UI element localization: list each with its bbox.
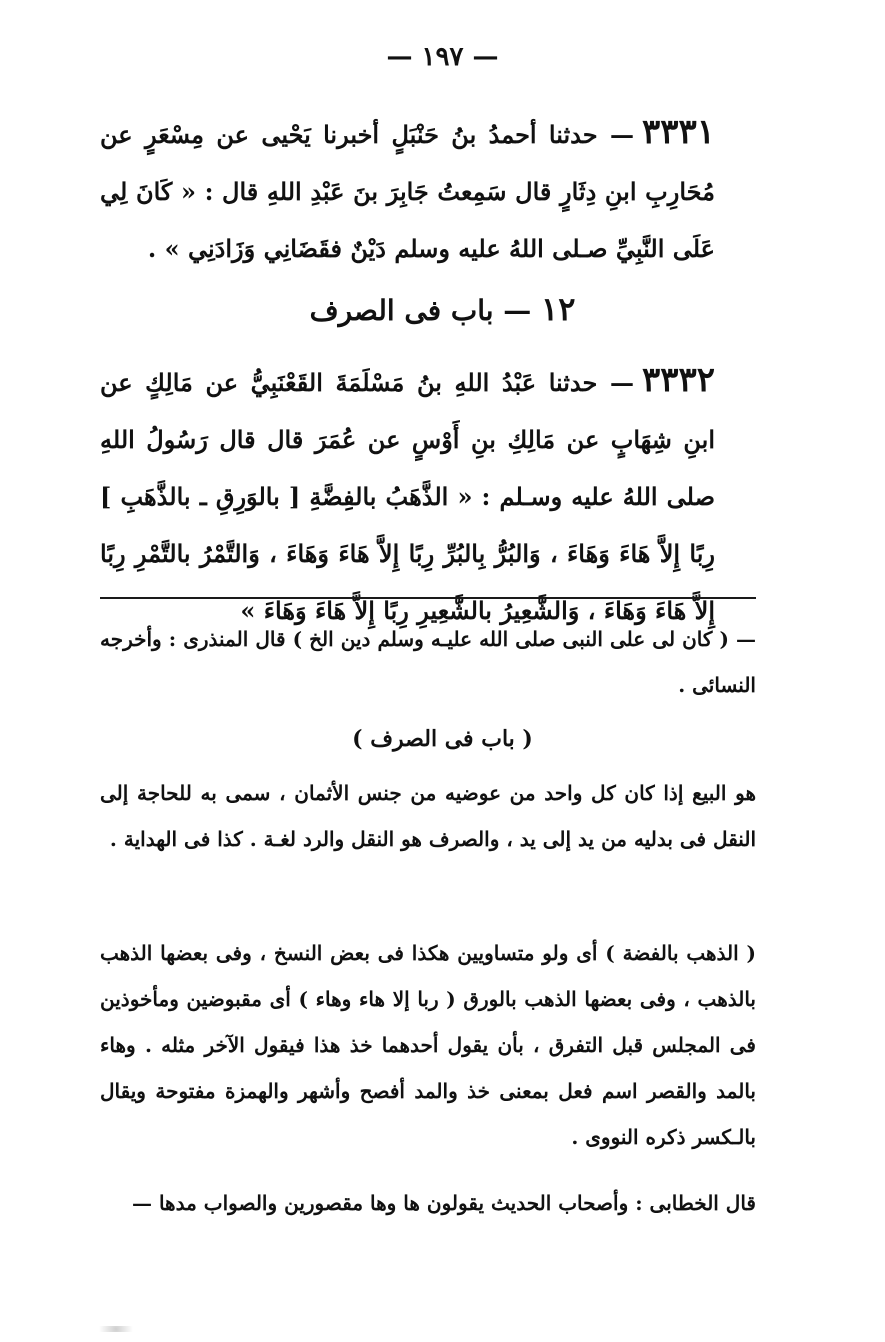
commentary-note-1: — ( كان لى على النبى صلى الله عليـه وسلم دين الخ ) قال المنذرى : وأخرجه النسائى . [100, 627, 756, 697]
commentary-note-4: قال الخطابى : وأصحاب الحديث يقولون ها وها مقصورين والصواب مدها — [132, 1191, 756, 1215]
commentary-note-2: هو البيع إذا كان كل واحد من عوضيه من جنس الأثمان ، سمى به للحاجة إلى النقل فى بدليه من يد إلى يد ، والصرف هو النقل والرد لغـة . كذا فى الهداية . [100, 781, 756, 851]
page-number: — ١٩٧ — [386, 42, 499, 72]
chapter-title: — باب فى الصرف [309, 294, 532, 327]
footnote-divider [100, 597, 756, 599]
hadith-text: — حدثنا أحمدُ بنُ حَنْبَلٍ أخبرنا يَحْيى عن مِسْعَرٍ عن مُحَارِبِ ابنِ دِثَارٍ قال سَمِعتُ جَابِرَ بنَ عَبْدِ اللهِ قال : « كَانَ لِي عَلَى النَّبِيِّ صـلى اللهُ عليه وسلم دَيْنٌ فقَضَانِي وَزَادَنِي » . [100, 120, 716, 263]
commentary-heading: ( باب فى الصرف ) [352, 726, 533, 752]
hadith-text: — حدثنا عَبْدُ اللهِ بنُ مَسْلَمَةَ القَعْنَبِيُّ عن مَالِكٍ عن ابنِ شِهَابٍ عن مَالِكِ بنِ أَوْسٍ عن عُمَرَ قال قال رَسُولُ اللهِ صلى اللهُ عليه وسـلم : « الذَّهَبُ بالفِضَّةِ [ بالوَرِقِ ـ بالذَّهَبِ ] رِبًا إِلاَّ هَاءَ وَهَاءَ ، وَالبُرُّ بِالبُرِّ رِبًا إِلاَّ هَاءَ وَهَاءَ ، وَالتَّمْرُ بالتَّمْرِ رِبًا إِلاَّ هَاءَ وَهَاءَ ، وَالشَّعِيرُ بالشَّعِيرِ رِبًا إِلاَّ هَاءَ وَهَاءَ » [100, 368, 715, 625]
hadith-number: ٣٣٣٢ [641, 360, 715, 400]
chapter-heading [0, 290, 885, 328]
hadith-number: ٣٣٣١ [641, 112, 715, 152]
chapter-number: ١٢ [541, 290, 576, 328]
hadith-3332 [100, 352, 715, 639]
scan-speck [92, 1326, 140, 1332]
commentary-note-3: ( الذهب بالفضة ) أى ولو متساويين هكذا فى بعض النسخ ، وفى بعضها الذهب بالذهب ، وفى بعضها الذهب بالورق ( ربا إلا هاء وهاء ) أى مقبوضين ومأخوذين فى المجلس قبل التفرق ، بأن يقول أحدهما خذ هذا فيقول الآخر مثله . وهاء بالمد والقصر اسم فعل بمعنى خذ والمد أفصح وأشهر والهمزة مفتوحة ويقال بالـكسر ذكره النووى . [100, 941, 756, 1149]
hadith-3331 [100, 104, 715, 277]
